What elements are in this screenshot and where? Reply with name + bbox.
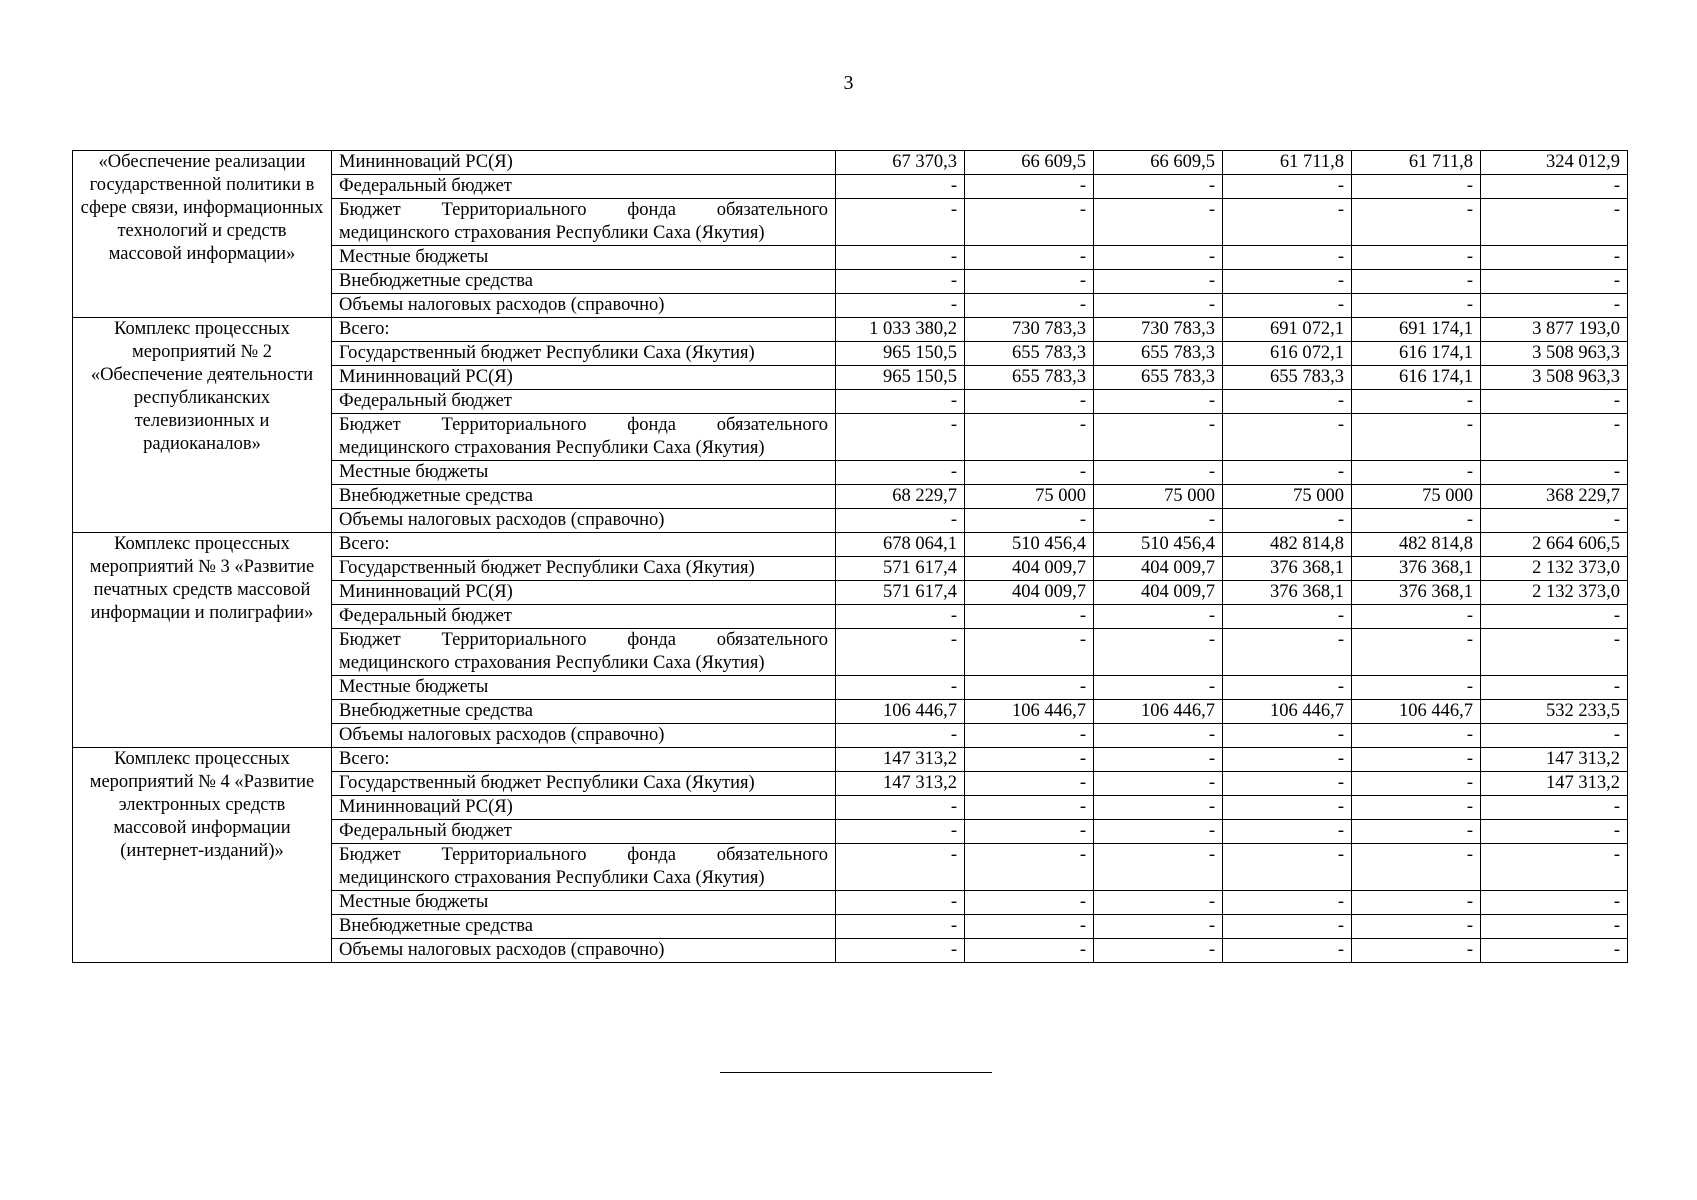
total-cell: - xyxy=(1481,939,1628,963)
funding-source-label: Государственный бюджет Республики Саха (Якутия) xyxy=(332,772,836,796)
value-cell: - xyxy=(965,461,1094,485)
value-cell: - xyxy=(965,509,1094,533)
value-cell: - xyxy=(1094,605,1223,629)
value-cell: 571 617,4 xyxy=(836,557,965,581)
total-cell: 2 132 373,0 xyxy=(1481,581,1628,605)
funding-source-label: Государственный бюджет Республики Саха (Якутия) xyxy=(332,342,836,366)
value-cell: - xyxy=(836,915,965,939)
total-cell: - xyxy=(1481,414,1628,461)
funding-source-label: Государственный бюджет Республики Саха (Якутия) xyxy=(332,557,836,581)
total-cell: - xyxy=(1481,390,1628,414)
value-cell: 75 000 xyxy=(965,485,1094,509)
funding-source-label: Федеральный бюджет xyxy=(332,820,836,844)
value-cell: 75 000 xyxy=(1223,485,1352,509)
value-cell: 691 174,1 xyxy=(1352,318,1481,342)
value-cell: - xyxy=(965,772,1094,796)
total-cell: 3 508 963,3 xyxy=(1481,342,1628,366)
value-cell: - xyxy=(965,796,1094,820)
value-cell: 482 814,8 xyxy=(1352,533,1481,557)
value-cell: - xyxy=(836,461,965,485)
value-cell: - xyxy=(1352,939,1481,963)
value-cell: 510 456,4 xyxy=(965,533,1094,557)
value-cell: - xyxy=(836,509,965,533)
funding-source-label: Всего: xyxy=(332,533,836,557)
value-cell: - xyxy=(836,390,965,414)
value-cell: - xyxy=(1223,461,1352,485)
funding-source-label: Бюджет Территориального фонда обязательного медицинского страхования Республики Саха (Якутия) xyxy=(332,629,836,676)
value-cell: - xyxy=(1094,796,1223,820)
value-cell: 106 446,7 xyxy=(1223,700,1352,724)
total-cell: - xyxy=(1481,270,1628,294)
total-cell: - xyxy=(1481,724,1628,748)
value-cell: - xyxy=(836,414,965,461)
value-cell: - xyxy=(836,246,965,270)
value-cell: - xyxy=(965,175,1094,199)
funding-source-label: Местные бюджеты xyxy=(332,461,836,485)
value-cell: 965 150,5 xyxy=(836,366,965,390)
value-cell: - xyxy=(1094,414,1223,461)
value-cell: - xyxy=(965,270,1094,294)
table-row xyxy=(73,318,1628,342)
value-cell: - xyxy=(965,844,1094,891)
value-cell: - xyxy=(836,629,965,676)
value-cell: 376 368,1 xyxy=(1223,557,1352,581)
value-cell: - xyxy=(965,724,1094,748)
funding-source-label: Внебюджетные средства xyxy=(332,700,836,724)
funding-source-label: Мининноваций РС(Я) xyxy=(332,151,836,175)
value-cell: 678 064,1 xyxy=(836,533,965,557)
value-cell: 68 229,7 xyxy=(836,485,965,509)
funding-source-label: Объемы налоговых расходов (справочно) xyxy=(332,939,836,963)
value-cell: - xyxy=(836,796,965,820)
value-cell: 510 456,4 xyxy=(1094,533,1223,557)
total-cell: - xyxy=(1481,199,1628,246)
funding-source-label: Местные бюджеты xyxy=(332,676,836,700)
total-cell: - xyxy=(1481,605,1628,629)
value-cell: - xyxy=(1223,294,1352,318)
value-cell: 691 072,1 xyxy=(1223,318,1352,342)
value-cell: - xyxy=(1223,844,1352,891)
value-cell: 655 783,3 xyxy=(965,366,1094,390)
program-title: «Обеспечение реализации государственной политики в сфере связи, информационных технологий и средств массовой информации» xyxy=(73,151,332,318)
value-cell: - xyxy=(1223,605,1352,629)
funding-source-label: Объемы налоговых расходов (справочно) xyxy=(332,509,836,533)
value-cell: - xyxy=(836,844,965,891)
value-cell: - xyxy=(1223,820,1352,844)
value-cell: 61 711,8 xyxy=(1352,151,1481,175)
total-cell: 368 229,7 xyxy=(1481,485,1628,509)
value-cell: 730 783,3 xyxy=(965,318,1094,342)
value-cell: - xyxy=(836,294,965,318)
value-cell: - xyxy=(965,390,1094,414)
value-cell: - xyxy=(1094,676,1223,700)
value-cell: - xyxy=(1223,915,1352,939)
value-cell: - xyxy=(965,414,1094,461)
table-row xyxy=(73,533,1628,557)
total-cell: - xyxy=(1481,915,1628,939)
value-cell: - xyxy=(1094,390,1223,414)
value-cell: 482 814,8 xyxy=(1223,533,1352,557)
value-cell: - xyxy=(1223,796,1352,820)
value-cell: - xyxy=(1094,748,1223,772)
value-cell: 571 617,4 xyxy=(836,581,965,605)
page-number: 3 xyxy=(843,72,854,94)
value-cell: - xyxy=(1223,772,1352,796)
value-cell: - xyxy=(1223,199,1352,246)
total-cell: - xyxy=(1481,844,1628,891)
value-cell: - xyxy=(1094,915,1223,939)
table-row xyxy=(73,748,1628,772)
value-cell: - xyxy=(1094,891,1223,915)
funding-source-label: Бюджет Территориального фонда обязательного медицинского страхования Республики Саха (Якутия) xyxy=(332,844,836,891)
value-cell: - xyxy=(965,820,1094,844)
value-cell: 655 783,3 xyxy=(1094,366,1223,390)
funding-source-label: Бюджет Территориального фонда обязательного медицинского страхования Республики Саха (Якутия) xyxy=(332,199,836,246)
value-cell: 106 446,7 xyxy=(1352,700,1481,724)
funding-source-label: Объемы налоговых расходов (справочно) xyxy=(332,294,836,318)
value-cell: - xyxy=(1352,748,1481,772)
value-cell: - xyxy=(1223,891,1352,915)
value-cell: - xyxy=(1223,676,1352,700)
value-cell: - xyxy=(1352,844,1481,891)
total-cell: 147 313,2 xyxy=(1481,748,1628,772)
value-cell: 66 609,5 xyxy=(965,151,1094,175)
total-cell: 3 877 193,0 xyxy=(1481,318,1628,342)
value-cell: - xyxy=(1094,844,1223,891)
total-cell: 532 233,5 xyxy=(1481,700,1628,724)
funding-source-label: Федеральный бюджет xyxy=(332,175,836,199)
value-cell: - xyxy=(1352,605,1481,629)
value-cell: - xyxy=(1094,629,1223,676)
total-cell: 147 313,2 xyxy=(1481,772,1628,796)
funding-source-label: Внебюджетные средства xyxy=(332,915,836,939)
value-cell: - xyxy=(1352,509,1481,533)
value-cell: 66 609,5 xyxy=(1094,151,1223,175)
value-cell: 106 446,7 xyxy=(836,700,965,724)
total-cell: 2 132 373,0 xyxy=(1481,557,1628,581)
value-cell: - xyxy=(1223,939,1352,963)
value-cell: 61 711,8 xyxy=(1223,151,1352,175)
funding-source-label: Всего: xyxy=(332,748,836,772)
value-cell: - xyxy=(965,629,1094,676)
value-cell: - xyxy=(1352,246,1481,270)
value-cell: 106 446,7 xyxy=(965,700,1094,724)
value-cell: - xyxy=(1094,820,1223,844)
value-cell: - xyxy=(1094,175,1223,199)
value-cell: 67 370,3 xyxy=(836,151,965,175)
value-cell: - xyxy=(1352,724,1481,748)
total-cell: - xyxy=(1481,629,1628,676)
value-cell: 147 313,2 xyxy=(836,748,965,772)
value-cell: - xyxy=(965,676,1094,700)
funding-source-label: Мининноваций РС(Я) xyxy=(332,366,836,390)
value-cell: 404 009,7 xyxy=(1094,581,1223,605)
value-cell: - xyxy=(836,820,965,844)
program-title: Комплекс процессных мероприятий № 3 «Развитие печатных средств массовой информации и полиграфии» xyxy=(73,533,332,748)
value-cell: 404 009,7 xyxy=(1094,557,1223,581)
value-cell: - xyxy=(965,915,1094,939)
value-cell: 616 072,1 xyxy=(1223,342,1352,366)
value-cell: - xyxy=(1352,772,1481,796)
value-cell: - xyxy=(836,605,965,629)
total-cell: - xyxy=(1481,175,1628,199)
value-cell: - xyxy=(1094,246,1223,270)
funding-source-label: Внебюджетные средства xyxy=(332,270,836,294)
total-cell: - xyxy=(1481,246,1628,270)
value-cell: 404 009,7 xyxy=(965,581,1094,605)
value-cell: 655 783,3 xyxy=(1223,366,1352,390)
total-cell: 3 508 963,3 xyxy=(1481,366,1628,390)
value-cell: - xyxy=(1094,939,1223,963)
value-cell: - xyxy=(1352,915,1481,939)
value-cell: - xyxy=(965,605,1094,629)
value-cell: - xyxy=(836,676,965,700)
budget-table-body xyxy=(73,151,1628,963)
total-cell: - xyxy=(1481,294,1628,318)
total-cell: - xyxy=(1481,509,1628,533)
value-cell: - xyxy=(1223,246,1352,270)
value-cell: 655 783,3 xyxy=(1094,342,1223,366)
funding-source-label: Мининноваций РС(Я) xyxy=(332,796,836,820)
total-cell: - xyxy=(1481,891,1628,915)
value-cell: - xyxy=(1352,820,1481,844)
funding-source-label: Федеральный бюджет xyxy=(332,390,836,414)
value-cell: - xyxy=(836,175,965,199)
funding-source-label: Бюджет Территориального фонда обязательного медицинского страхования Республики Саха (Якутия) xyxy=(332,414,836,461)
value-cell: - xyxy=(1094,461,1223,485)
value-cell: - xyxy=(1352,891,1481,915)
program-title: Комплекс процессных мероприятий № 2 «Обеспечение деятельности республиканских телевизионных и радиоканалов» xyxy=(73,318,332,533)
value-cell: - xyxy=(965,748,1094,772)
value-cell: - xyxy=(1223,414,1352,461)
value-cell: - xyxy=(1223,748,1352,772)
value-cell: - xyxy=(1223,629,1352,676)
value-cell: - xyxy=(1094,772,1223,796)
value-cell: - xyxy=(836,891,965,915)
value-cell: 616 174,1 xyxy=(1352,366,1481,390)
value-cell: 730 783,3 xyxy=(1094,318,1223,342)
value-cell: - xyxy=(1094,294,1223,318)
value-cell: - xyxy=(965,246,1094,270)
funding-source-label: Мининноваций РС(Я) xyxy=(332,581,836,605)
table-row xyxy=(73,151,1628,175)
value-cell: - xyxy=(1223,509,1352,533)
value-cell: - xyxy=(1223,175,1352,199)
value-cell: 376 368,1 xyxy=(1352,581,1481,605)
value-cell: - xyxy=(965,294,1094,318)
value-cell: - xyxy=(1352,175,1481,199)
value-cell: - xyxy=(965,939,1094,963)
value-cell: - xyxy=(1094,199,1223,246)
value-cell: 75 000 xyxy=(1094,485,1223,509)
value-cell: - xyxy=(1352,414,1481,461)
funding-source-label: Объемы налоговых расходов (справочно) xyxy=(332,724,836,748)
value-cell: - xyxy=(1223,270,1352,294)
value-cell: - xyxy=(836,724,965,748)
total-cell: - xyxy=(1481,676,1628,700)
value-cell: - xyxy=(1223,390,1352,414)
value-cell: - xyxy=(1352,390,1481,414)
value-cell: 106 446,7 xyxy=(1094,700,1223,724)
value-cell: 404 009,7 xyxy=(965,557,1094,581)
funding-source-label: Местные бюджеты xyxy=(332,891,836,915)
total-cell: - xyxy=(1481,461,1628,485)
value-cell: 376 368,1 xyxy=(1223,581,1352,605)
end-rule xyxy=(720,1072,992,1073)
funding-source-label: Местные бюджеты xyxy=(332,246,836,270)
value-cell: - xyxy=(1352,199,1481,246)
value-cell: - xyxy=(1352,629,1481,676)
value-cell: - xyxy=(1223,724,1352,748)
total-cell: 2 664 606,5 xyxy=(1481,533,1628,557)
value-cell: - xyxy=(836,939,965,963)
value-cell: - xyxy=(1352,270,1481,294)
value-cell: - xyxy=(1094,724,1223,748)
funding-source-label: Федеральный бюджет xyxy=(332,605,836,629)
value-cell: 616 174,1 xyxy=(1352,342,1481,366)
value-cell: 147 313,2 xyxy=(836,772,965,796)
value-cell: - xyxy=(965,891,1094,915)
value-cell: - xyxy=(965,199,1094,246)
program-title: Комплекс процессных мероприятий № 4 «Развитие электронных средств массовой информации (интернет-изданий)» xyxy=(73,748,332,963)
value-cell: 965 150,5 xyxy=(836,342,965,366)
value-cell: - xyxy=(836,199,965,246)
funding-source-label: Всего: xyxy=(332,318,836,342)
value-cell: 75 000 xyxy=(1352,485,1481,509)
total-cell: 324 012,9 xyxy=(1481,151,1628,175)
total-cell: - xyxy=(1481,820,1628,844)
value-cell: - xyxy=(1094,270,1223,294)
value-cell: - xyxy=(1352,676,1481,700)
value-cell: - xyxy=(1352,796,1481,820)
value-cell: 376 368,1 xyxy=(1352,557,1481,581)
value-cell: - xyxy=(1352,461,1481,485)
value-cell: - xyxy=(1094,509,1223,533)
value-cell: 655 783,3 xyxy=(965,342,1094,366)
value-cell: - xyxy=(836,270,965,294)
budget-table xyxy=(72,150,1628,963)
total-cell: - xyxy=(1481,796,1628,820)
value-cell: - xyxy=(1352,294,1481,318)
value-cell: 1 033 380,2 xyxy=(836,318,965,342)
funding-source-label: Внебюджетные средства xyxy=(332,485,836,509)
